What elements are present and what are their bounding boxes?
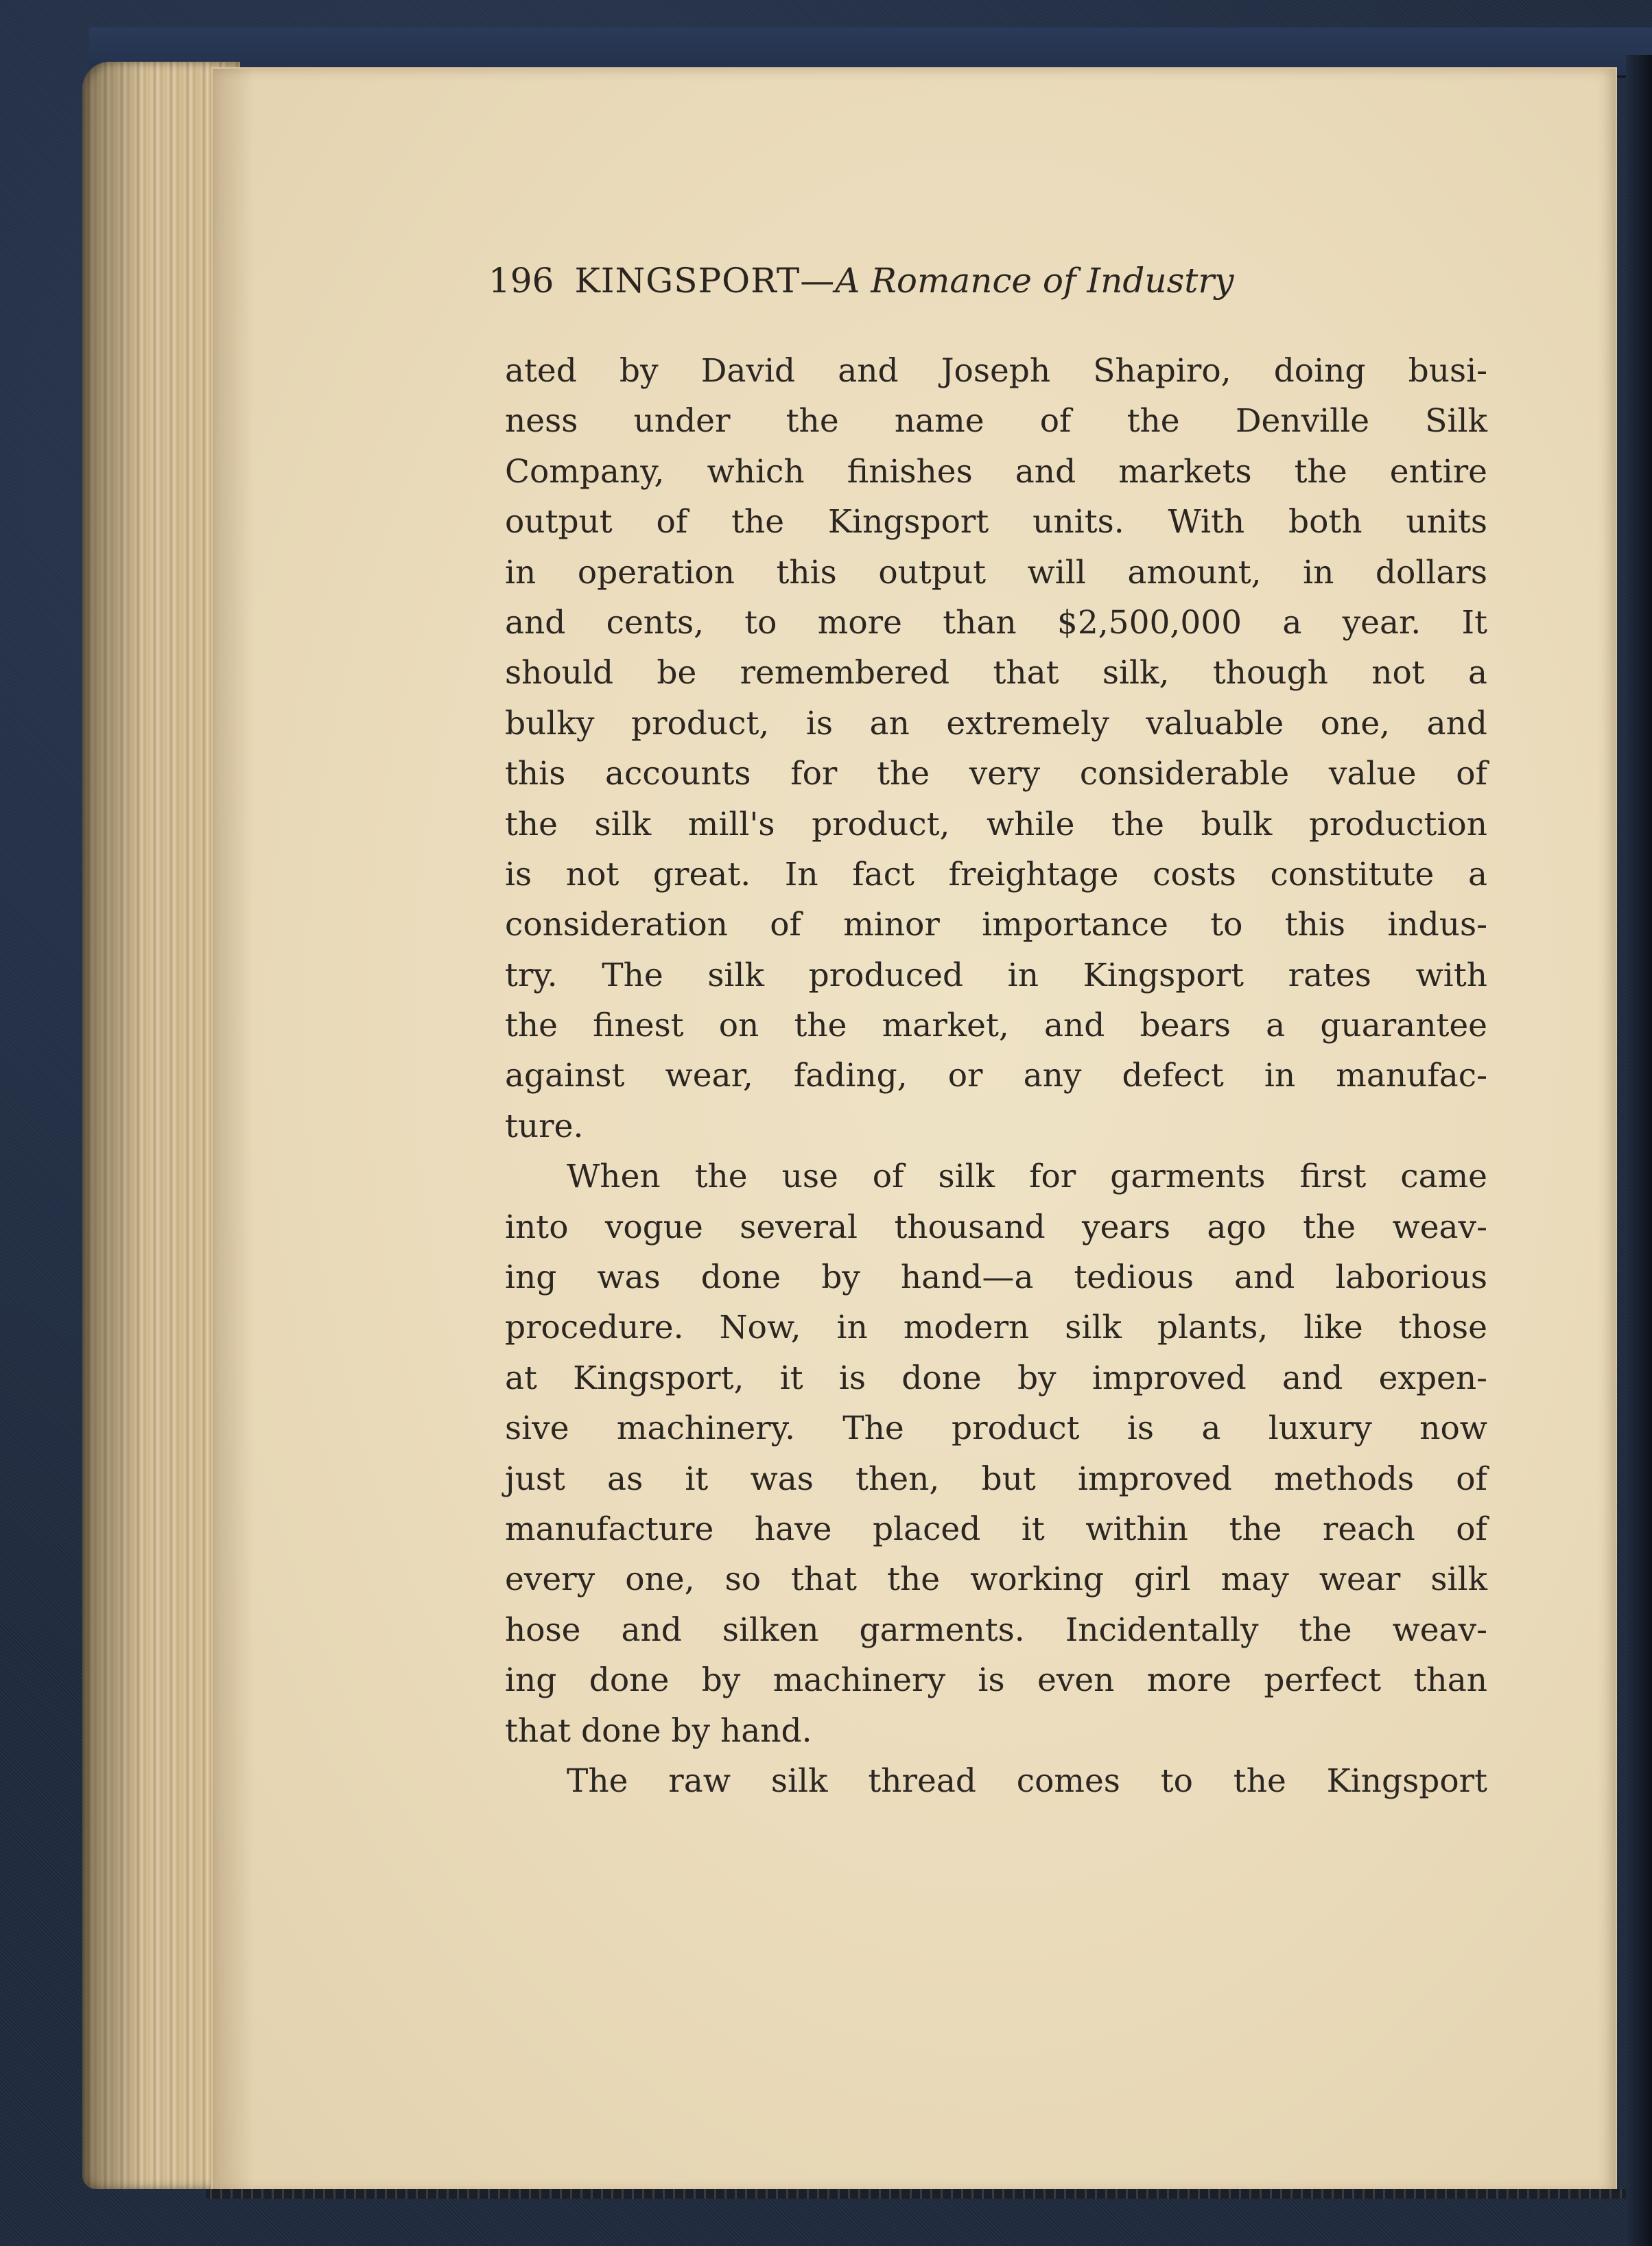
page-bottom-edge: [206, 2189, 1626, 2199]
text-line: consideration of minor importance to this indus-: [505, 906, 1487, 944]
text-line: is not great. In fact freightage costs constitute a: [505, 855, 1487, 893]
text-line: hose and silken garments. Incidentally the weav-: [505, 1611, 1487, 1649]
text-line: ing done by machinery is even more perfect than: [505, 1661, 1487, 1700]
text-line: procedure. Now, in modern silk plants, like those: [505, 1309, 1487, 1347]
text-line: ture.: [505, 1107, 584, 1145]
text-line: When the use of silk for garments first came: [567, 1158, 1487, 1196]
text-line: at Kingsport, it is done by improved and expen-: [505, 1359, 1487, 1397]
text-line: every one, so that the working girl may wear silk: [505, 1560, 1487, 1599]
text-line: into vogue several thousand years ago the weav-: [505, 1208, 1487, 1246]
text-line: bulky product, is an extremely valuable one, and: [505, 704, 1487, 742]
text-line: manufacture have placed it within the reach of: [505, 1510, 1487, 1548]
text-line: against wear, fading, or any defect in manufac-: [505, 1057, 1487, 1095]
text-line: ing was done by hand—a tedious and laborious: [505, 1259, 1487, 1297]
text-line: sive machinery. The product is a luxury now: [505, 1409, 1487, 1448]
text-line: try. The silk produced in Kingsport rates with: [505, 956, 1487, 994]
text-line: in operation this output will amount, in dollars: [505, 553, 1487, 592]
text-line: the finest on the market, and bears a guarantee: [505, 1007, 1487, 1045]
book-title: KINGSPORT—: [574, 261, 836, 301]
page-number: 196: [488, 261, 554, 301]
cover-right-edge: [1626, 55, 1652, 2246]
running-header: [488, 257, 1408, 305]
text-line: output of the Kingsport units. With both units: [505, 503, 1487, 541]
text-line: just as it was then, but improved methods of: [505, 1460, 1487, 1498]
book-subtitle: A Romance of Industry: [835, 261, 1234, 301]
text-line: ated by David and Joseph Shapiro, doing busi-: [505, 352, 1487, 390]
page-gutter-shadow: [213, 69, 254, 2192]
text-line: that done by hand.: [505, 1711, 812, 1750]
text-line: the silk mill's product, while the bulk production: [505, 805, 1487, 843]
text-line: should be remembered that silk, though not a: [505, 654, 1487, 692]
text-line: this accounts for the very considerable value of: [505, 755, 1487, 793]
text-line: Company, which finishes and markets the entire: [505, 452, 1487, 491]
text-line: ness under the name of the Denville Silk: [505, 402, 1487, 441]
text-line: The raw silk thread comes to the Kingsport: [567, 1762, 1487, 1800]
body-text: [505, 346, 1487, 1806]
text-line: and cents, to more than $2,500,000 a year. It: [505, 603, 1487, 642]
